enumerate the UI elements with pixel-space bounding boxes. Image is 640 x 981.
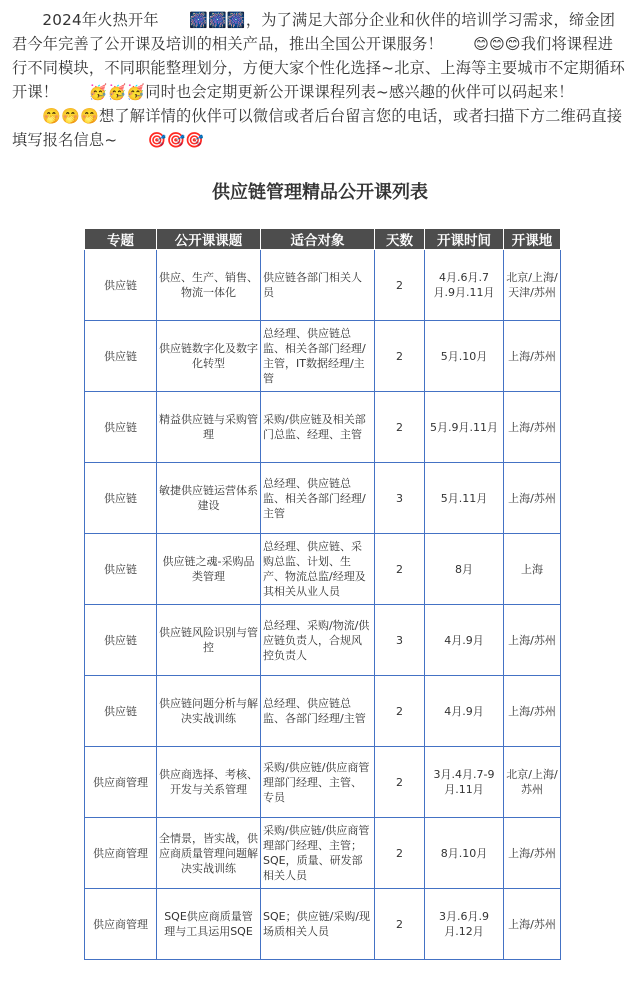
cell-days: 2 [375, 818, 425, 889]
intro-text-2: ，为了满足大部分企业和伙伴的培训学习需求，缔金团君今年完善了公开课及培训的相关产品，推出全国公开课服务！ [12, 11, 616, 53]
giggle-face-icon: 🤭🤭🤭 [42, 107, 100, 125]
table-row [85, 463, 561, 534]
cell-topic: 供应商管理 [85, 818, 157, 889]
cell-days: 3 [375, 605, 425, 676]
course-table-container [84, 228, 560, 960]
cell-audience: 总经理、供应链总监、相关各部门经理/主管，IT数据经理/主管 [261, 321, 375, 392]
cell-days: 2 [375, 747, 425, 818]
table-row [85, 321, 561, 392]
cell-course: 供应链风险识别与管控 [157, 605, 261, 676]
cell-location: 上海/苏州 [504, 463, 561, 534]
cell-location: 上海/苏州 [504, 605, 561, 676]
cell-days: 3 [375, 463, 425, 534]
cell-topic: 供应链 [85, 392, 157, 463]
cell-location: 上海/苏州 [504, 889, 561, 960]
cell-location: 上海/苏州 [504, 676, 561, 747]
cell-schedule: 4月.9月 [425, 605, 504, 676]
cell-topic: 供应链 [85, 534, 157, 605]
table-row [85, 392, 561, 463]
cell-schedule: 4月.6月.7月.9月.11月 [425, 250, 504, 321]
cell-course: 供应链问题分析与解决实战训练 [157, 676, 261, 747]
cell-course: 供应链数字化及数字化转型 [157, 321, 261, 392]
cell-audience: 总经理、供应链、采购总监、计划、生产、物流总监/经理及其相关从业人员 [261, 534, 375, 605]
intro-text-1: 2024年火热开年 [42, 11, 159, 29]
cell-days: 2 [375, 250, 425, 321]
cell-schedule: 3月.6月.9月.12月 [425, 889, 504, 960]
cell-course: 供应、生产、销售、物流一体化 [157, 250, 261, 321]
header-location: 开课地 [504, 229, 561, 250]
cell-audience: 总经理、供应链总监、各部门经理/主管 [261, 676, 375, 747]
table-row [85, 676, 561, 747]
cell-schedule: 8月.10月 [425, 818, 504, 889]
cell-location: 上海/苏州 [504, 392, 561, 463]
cell-course: 供应链之魂-采购品类管理 [157, 534, 261, 605]
intro-text-4: 同时也会定期更新公开课课程列表~感兴趣的伙伴可以码起来！ [145, 83, 574, 101]
cell-days: 2 [375, 321, 425, 392]
cell-schedule: 5月.11月 [425, 463, 504, 534]
header-topic: 专题 [85, 229, 157, 250]
header-schedule: 开课时间 [425, 229, 504, 250]
party-face-icon: 🥳🥳🥳 [88, 83, 146, 101]
cell-location: 北京/上海/苏州 [504, 747, 561, 818]
table-row [85, 534, 561, 605]
target-icon: 🎯🎯🎯 [147, 131, 205, 149]
cell-schedule: 5月.9月.11月 [425, 392, 504, 463]
table-row [85, 605, 561, 676]
cell-audience: 总经理、供应链总监、相关各部门经理/主管 [261, 463, 375, 534]
table-row [85, 889, 561, 960]
cell-days: 2 [375, 534, 425, 605]
cell-audience: 采购/供应链/供应商管理部门经理、主管；SQE，质量、研发部相关人员 [261, 818, 375, 889]
page-title: 供应链管理精品公开课列表 [212, 182, 428, 203]
cell-topic: 供应链 [85, 605, 157, 676]
cell-topic: 供应商管理 [85, 747, 157, 818]
cell-schedule: 8月 [425, 534, 504, 605]
intro-paragraph [12, 8, 628, 152]
cell-audience: 供应链各部门相关人员 [261, 250, 375, 321]
table-row [85, 250, 561, 321]
cell-location: 北京/上海/天津/苏州 [504, 250, 561, 321]
cell-topic: 供应链 [85, 676, 157, 747]
table-row [85, 747, 561, 818]
cell-days: 2 [375, 889, 425, 960]
cell-audience: 采购/供应链/供应商管理部门经理、主管、专员 [261, 747, 375, 818]
cell-audience: 采购/供应链及相关部门总监、经理、主管 [261, 392, 375, 463]
header-days: 天数 [375, 229, 425, 250]
course-table [84, 228, 561, 960]
cell-topic: 供应链 [85, 321, 157, 392]
cell-audience: 总经理、采购/物流/供应链负责人，合规风控负责人 [261, 605, 375, 676]
cell-location: 上海 [504, 534, 561, 605]
cell-audience: SQE；供应链/采购/现场质相关人员 [261, 889, 375, 960]
header-course: 公开课课题 [157, 229, 261, 250]
cell-course: 敏捷供应链运营体系建设 [157, 463, 261, 534]
cell-schedule: 5月.10月 [425, 321, 504, 392]
cell-days: 2 [375, 676, 425, 747]
cell-course: 全情景，皆实战，供应商质量管理问题解决实战训练 [157, 818, 261, 889]
table-header-row [85, 229, 561, 250]
cell-topic: 供应链 [85, 250, 157, 321]
cell-course: 供应商选择、考核、开发与关系管理 [157, 747, 261, 818]
cell-course: 精益供应链与采购管理 [157, 392, 261, 463]
cell-location: 上海/苏州 [504, 818, 561, 889]
intro-text-3: 我们将课程进行不同模块，不同职能整理划分，方便大家个性化选择~北京、上海等主要城市不定期循环开课！ [12, 35, 626, 101]
cell-topic: 供应商管理 [85, 889, 157, 960]
cell-schedule: 4月.9月 [425, 676, 504, 747]
cell-course: SQE供应商质量管理与工具运用SQE [157, 889, 261, 960]
cell-days: 2 [375, 392, 425, 463]
fireworks-icon: 🎆🎆🎆 [189, 11, 246, 29]
intro-text-5: 想了解详情的伙伴可以微信或者后台留言您的电话，或者扫描下方二维码直接填写报名信息~ [12, 107, 623, 149]
table-row [85, 818, 561, 889]
header-audience: 适合对象 [261, 229, 375, 250]
smile-face-icon: 😊😊😊 [473, 35, 521, 53]
cell-location: 上海/苏州 [504, 321, 561, 392]
cell-topic: 供应链 [85, 463, 157, 534]
cell-schedule: 3月.4月.7-9月.11月 [425, 747, 504, 818]
